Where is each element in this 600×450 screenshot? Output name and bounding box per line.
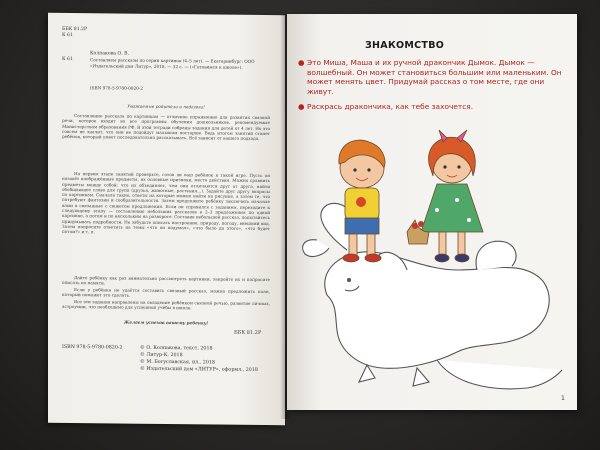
catalog-isbn: ISBN 978-5-9780-0820-2 [90,85,143,91]
children-dragon-illustration [287,120,577,400]
imprint-2: © Литур-К, 2018 [140,352,183,359]
bullet-2 [298,102,565,112]
paragraph-5: Все эти задания направлены на овладение ребёнком связной речью, развитие личных, астроумии, что необходимо для успешной учёбы в школе. [62,299,270,311]
imprint-1: © О. Колпакова, текст, 2018 [140,345,213,352]
isbn-bottom: ISBN 978-5-9780-0820-2 [62,344,123,351]
catalog-code: К 61 [62,56,73,63]
bbk-bottom: ББК 81.2Р [234,329,262,336]
left-page [48,13,285,425]
right-page [287,14,577,410]
girl-masha [407,130,483,262]
paragraph-1: Составление рассказа по картинкам — отличное упражнение для развития связной речи, которое входит во все программы обучения дошкольников, рекомендуемые Министерством образования РФ. В этой тетради собраны задания для детей от 4 лет. Но это совсем не значит, что они не подойдут малышам постарше. Ведь итогом занятий станет ребёнок, который умеет последовательно рассказывать. Всё зависит от вашего подхода. [62,113,270,142]
imprint-3: © М. Богуславская, ил., 2018 [140,359,215,366]
paragraph-3: Дайте ребёнку как раз внимательно рассмотреть картинки, закройте их и попросите описать по памяти. [62,275,270,286]
bullet-1 [298,58,565,96]
imprint-4: © Издательский дом «ЛИТУР», оформл., 2018 [140,366,258,373]
page-title: ЗНАКОМСТВО [365,40,445,51]
bullet-2-text: Раскрась дракончика, как тебе захочется. [307,102,474,111]
paragraph-4: Если у ребёнка не удаётся составить связный рассказ, можно предложить план, который поможет это сделать. [62,287,270,298]
catalog-description: Составляем рассказы по серии картинок (4–5 лет). — Екатеринбург: ООО «Издательский дом Литур», 2018. — 32 с. — («Готовимся к школе»). [90,57,255,70]
paragraph-2: На первом этапе занятий проверьте, готов ли ваш ребёнок к такой игре. Пусть он назовёт изображённые предметы, их основные признаки, место действия. Можно сравнить предметы между собой: что их объединяет, чем они отличаются друг от друга, найти обобщающее слово для групп (друзья, животные, растения...). Задайте друг другу вопросы по картинкам. Сначала такие, ответы на которые можно найти на рисунке, а затем те, что потребуют фантазии и сообразительности. Затем предложите ребёнку заключить начатые вами в связанные с сюжетом предложения. Если он справился с заданием, переходите к следующему этапу — составлению небольших рассказов в 2–3 предложения по одной картинке, а потом и по нескольким на развороте. Составив небольшой рассказ, попытайтесь придумывать подробности. Не забудьте описать настроение, природу, погоду, внешний вид. Затем попросите ответить на темы «что он подумал», «что было до этого», «что будет потом?» и т. п. [62,171,270,235]
bbk-header: ББК 81.2Р [62,26,88,33]
catalog-author: Колпакова О. В. [90,51,129,57]
page-number: 1 [560,394,565,402]
greeting: Уважаемые родители и педагоги! [127,103,205,110]
bullet-dot-icon: ● [298,58,305,67]
wish-line: Желаем успехов вашему ребенку! [123,319,209,326]
bullet-1-text: Это Миша, Маша и их ручной дракончик Дымок. Дымок — волшебный. Он может становиться большим или маленьким. Он может менять цвет. Придумай рассказ о том месте, где они живут. [307,58,562,96]
bullet-dot-icon: ● [298,102,305,111]
udk-header: К 61 [62,32,73,39]
